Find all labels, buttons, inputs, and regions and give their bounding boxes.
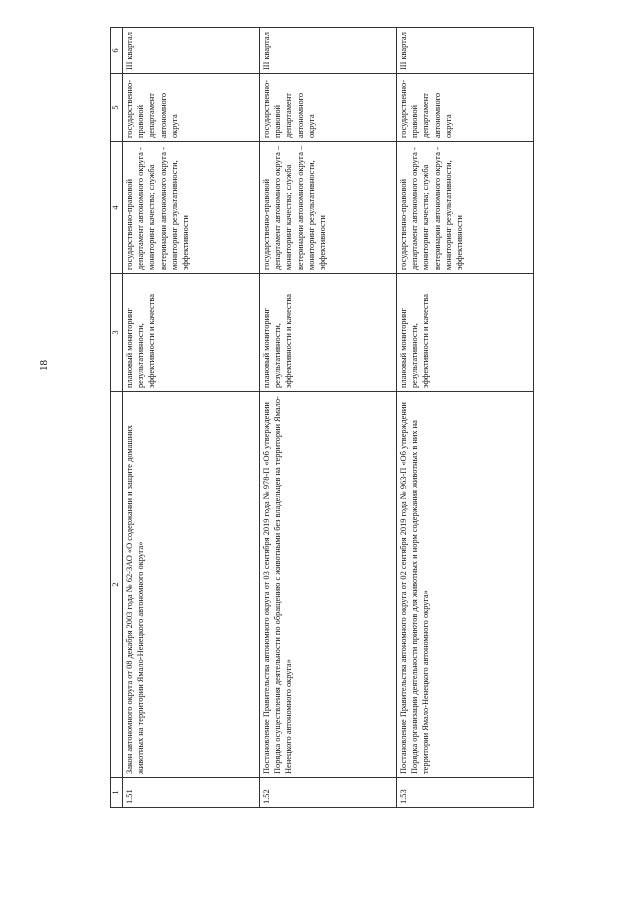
- deadline-cell: III квартал: [260, 28, 397, 74]
- legal-act-cell: Постановление Правительства автономного округа от 03 сентября 2019 года № 978-П «Об утверждении Порядка осуществления деятельности по обращению с животными без владельцев на территории Ямало-Ненецкого автономного округа»: [260, 392, 397, 778]
- row-number: 1.52: [260, 778, 397, 808]
- table-row: [123, 28, 260, 808]
- legal-act-cell: Постановление Правительства автономного округа от 02 сентября 2019 года № 963-П «Об утверждении Порядка организации деятельности приютов для животных и норм содержания животных в них на территории Ямало-Ненецкого автономного округа»: [397, 392, 534, 778]
- responsible-cell: государственно-правовой департамент автономного округа: [123, 74, 260, 142]
- executors-cell: государственно-правовой департамент автономного округа - мониторинг качества; служба ветеринарии автономного округа - мониторинг результативности, эффективности: [397, 142, 534, 274]
- column-number: 2: [111, 392, 123, 778]
- column-number: 6: [111, 28, 123, 74]
- control-type-cell: плановый мониторинг результативности, эффективности и качества: [397, 274, 534, 392]
- column-number: 4: [111, 142, 123, 274]
- legal-act-cell: Закон автономного округа от 08 декабря 2003 года № 62-ЗАО «О содержании и защите домашних животных на территории Ямало-Ненецкого автономного округа»: [123, 392, 260, 778]
- row-number: 1.53: [397, 778, 534, 808]
- column-number-row: [111, 28, 123, 808]
- executors-cell: государственно-правовой департамент автономного округа - мониторинг качества; служба ветеринарии автономного округа - мониторинг результативности, эффективности: [123, 142, 260, 274]
- rotated-table-container: [110, 28, 510, 808]
- table-row: [397, 28, 534, 808]
- executors-cell: государственно-правовой департамент автономного округа – мониторинг качества; служба ветеринарии автономного округа – мониторинг результативности, эффективности: [260, 142, 397, 274]
- column-number: 3: [111, 274, 123, 392]
- page-number: 18: [38, 360, 50, 371]
- column-number: 5: [111, 74, 123, 142]
- column-number: 1: [111, 778, 123, 808]
- deadline-cell: III квартал: [397, 28, 534, 74]
- table-row: [260, 28, 397, 808]
- control-type-cell: плановый мониторинг результативности, эффективности и качества: [260, 274, 397, 392]
- control-type-cell: плановый мониторинг результативности, эффективности и качества: [123, 274, 260, 392]
- deadline-cell: III квартал: [123, 28, 260, 74]
- regulations-table: [110, 27, 534, 808]
- responsible-cell: государственно-правовой департамент автономного округа: [260, 74, 397, 142]
- responsible-cell: государственно-правовой департамент автономного округа: [397, 74, 534, 142]
- row-number: 1.51: [123, 778, 260, 808]
